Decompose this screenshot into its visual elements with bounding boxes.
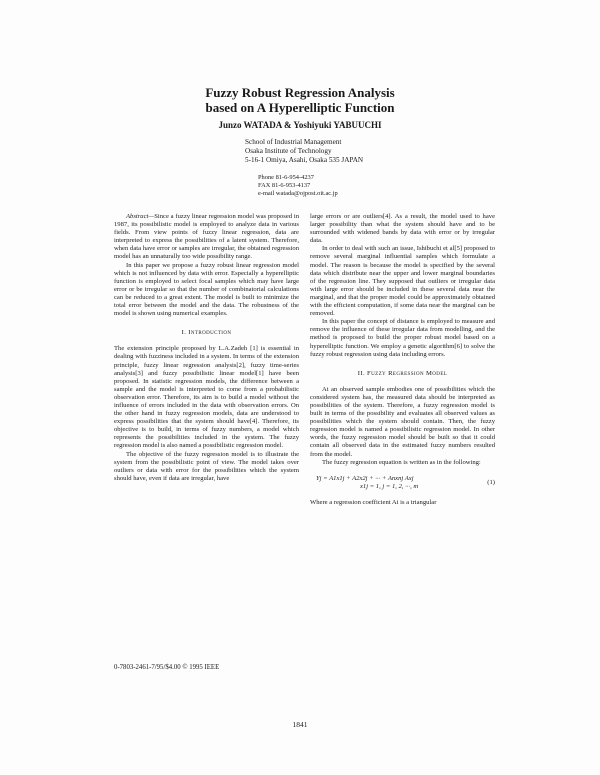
equation-line-1: Yj = A1x1j + A2x2j + ··· + Anxnj Axj	[316, 474, 414, 482]
abstract-paragraph	[114, 213, 299, 262]
paper-authors: Junzo WATADA & Yoshiyuki YABUUCHI	[218, 120, 382, 130]
right-paragraph-2: In order to deal with such an issue, Ishibuchi et al[5] proposed to remove several marginal influential samples which formulate a model. The reason is because the model is specified by the several data which distribute near the upper and lower marginal boundaries of the regression line. They supposed that outliers or irregular data with large error should be included in these several data near the marginal, and that the proper model could be approximately obtained with the efficient computation, if some data near the marginal can be removed.	[310, 245, 495, 318]
affiliation-line: Osaka Institute of Technology	[245, 147, 332, 155]
section2-paragraph-2: The fuzzy regression equation is written as in the following:	[322, 458, 481, 466]
contact-fax: FAX 81-6-953-4137	[258, 182, 311, 189]
introduction-paragraph-1: The extension principle proposed by L.A.Zadeh [1] is essential in dealing with fuzziness included in a system. In terms of the extension principle, fuzzy linear regression analysis[2], fuzzy time-series analysis[3] and fuzzy possibilistic linear model[1] have been proposed. In statistic regression models, the difference between a sample and the model is interpreted to come from a probabilistic observation error. Therefore, its aim is to build a model without the influence of errors included in the data with observation errors. On the other hand in fuzzy regression models, data are understood to express possibilities that the system should have[4]. Therefore, its objective is to build, in terms of fuzzy numbers, a model which represents the possibilities included in the system. The fuzzy regression model is also named a possibilistic regression model.	[114, 345, 299, 450]
abstract-label: Abstract—	[126, 213, 155, 220]
section-heading-fuzzy-regression-model: II. Fuzzy Regression Model	[357, 369, 448, 377]
contact-block	[258, 174, 408, 198]
left-column	[114, 213, 299, 483]
affiliation-block	[245, 138, 405, 165]
abstract-paragraph-2: In this paper we propose a fuzzy robust linear regression model which is not influenced by data with error. Especially a hyperelliptic function is employed to select focal samples which may have large error or be irregular so that the number of combinatorial calculations can be reduced to a great extent. The model is built to minimize the total error between the model and the data. The robustness of the model is shown using numerical examples.	[114, 261, 299, 318]
equation-1	[310, 475, 495, 491]
affiliation-line: School of Industrial Management	[245, 138, 342, 146]
equation-number: (1)	[487, 478, 495, 486]
right-paragraph-3: In this paper the concept of distance is employed to measure and remove the influence of these irregular data from modelling, and the method is proposed to build the proper robust model based on a hyperelliptic function. We employ a genetic algorithm[6] to solve the fuzzy robust regression using data including errors.	[310, 318, 495, 358]
page-number: 1841	[292, 720, 308, 729]
equation-line-2: x1j = 1, j = 1, 2, ···, m	[360, 482, 419, 490]
introduction-paragraph-2: The objective of the fuzzy regression model is to illustrate the system from the possibilistic point of view. The model takes over outliers or data with error for the possibilities which the system should have, even if data are irregular, have	[114, 450, 299, 482]
copyright-notice: 0-7803-2461-7/95/$4.00 © 1995 IEEE	[114, 664, 220, 671]
paper-title-line1: Fuzzy Robust Regression Analysis	[205, 85, 395, 100]
contact-email: e-mail watada@ojpost.oit.ac.jp	[258, 190, 338, 197]
right-paragraph-1: large errors or are outliers[4]. As a result, the model used to have larger possibility than what the system should have and to be surrounded with widened bands by data with error or by irregular data.	[310, 213, 495, 245]
contact-phone: Phone 81-6-954-4237	[258, 174, 314, 181]
section2-paragraph-3: Where a regression coefficient Ai is a triangular	[310, 498, 437, 506]
section2-paragraph-1: At an observed sample embodies one of possibilities which the considered system has, the measured data should be interpreted as possibilities of the system. Therefore, a fuzzy regression model is built in terms of the possibility and evaluates all observed values as possibilities which the system should contain. Then, the fuzzy regression model is named a possibilistic regression model. In other words, the fuzzy regression model should be built so that it could contain all observed data in the estimated fuzzy numbers resulted from the model.	[310, 385, 495, 458]
affiliation-line: 5-16-1 Omiya, Asahi, Osaka 535 JAPAN	[245, 156, 364, 164]
abstract-text: Since a fuzzy linear regression model was proposed in 1987, its possibilistic model is employed to analyze data in various fields. From view points of fuzzy linear regression, data are interpreted to express the possibilities of a latent system. Therefore, when data have error or samples are irregular, the obtained regression model has an unnaturally too wide possibility range.	[114, 213, 299, 261]
section-heading-introduction: I. Introduction	[181, 329, 232, 337]
paper-title-line2: based on A Hyperelliptic Function	[205, 100, 395, 115]
right-column	[310, 213, 495, 507]
